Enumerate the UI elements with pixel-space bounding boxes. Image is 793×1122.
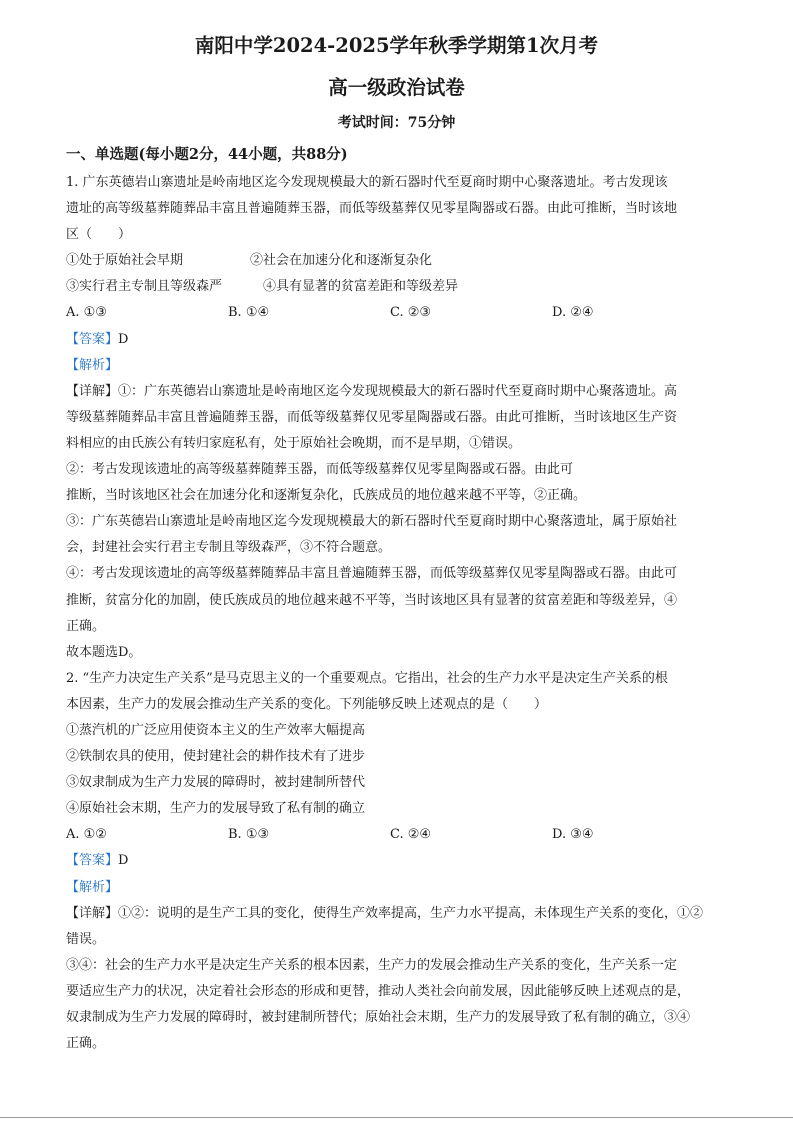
q1-analysis-label: [66, 353, 726, 379]
question-body: [66, 170, 726, 1057]
q1-statement-1: ①处于原始社会早期: [66, 253, 184, 269]
q2-statement-4: ④原始社会末期，生产力的发展导致了私有制的确立: [66, 801, 366, 817]
q1-option-c: C. ②③: [390, 305, 432, 321]
q1-option-a: A. ①③: [66, 305, 107, 321]
q2-detail-line-3: ③④：社会的生产力水平是决定生产关系的根本因素，生产力的发展会推动生产关系的变化，生产关系一定: [66, 957, 678, 973]
q1-statement-3: ③实行君主专制且等级森严: [66, 279, 223, 295]
q2-answer-value: D: [118, 853, 129, 869]
q1-detail-line-1: [66, 379, 726, 405]
page-bottom-divider: [0, 1117, 793, 1118]
q1-detail-line-10: 正确。: [66, 618, 106, 634]
section-title: 一、单选题(每小题2分，44小题，共88分): [66, 146, 348, 163]
q2-detail-text-1: ①②：说明的是生产工具的变化，使得生产效率提高，生产力水平提高，未体现生产关系的变化，①②: [118, 905, 704, 921]
q1-statement-4: ④具有显著的贫富差距和等级差异: [263, 279, 459, 295]
q1-detail-line-9: 推断，贫富分化的加剧，使氏族成员的地位越来越不平等，当时该地区具有显著的贫富差距和等级差异，④: [66, 592, 678, 608]
q2-option-c: C. ②④: [390, 827, 432, 843]
q1-detail-line-5: 推断，当时该地区社会在加速分化和逐渐复杂化，氏族成员的地位越来越不平等，②正确。: [66, 488, 587, 504]
q2-stem-line-2: 本因素，生产力的发展会推动生产关系的变化。下列能够反映上述观点的是（ ）: [66, 696, 548, 712]
q1-detail-line-4: ②：考古发现该遗址的高等级墓葬随葬玉器，而低等级墓葬仅见零星陶器或石器。由此可: [66, 462, 574, 478]
subject-title: 高一级政治试卷: [328, 76, 465, 99]
q2-detail-line-5: 奴隶制成为生产力发展的障碍时，被封建制所替代；原始社会末期，生产力的发展导致了私有制的确立，③④: [66, 1010, 691, 1025]
q2-stem-line-1: 2. “生产力决定生产关系”是马克思主义的一个重要观点。它指出，社会的生产力水平是决定生产关系的根: [66, 670, 668, 686]
q1-statements-row-1: [66, 248, 726, 274]
q2-analysis-label-text: 【解析】: [66, 879, 119, 895]
q2-detail-line-2: 错误。: [66, 931, 106, 947]
q1-answer-value: D: [118, 331, 129, 347]
q2-statement-3: ③奴隶制成为生产力发展的障碍时，被封建制所替代: [66, 775, 366, 791]
q1-option-b: B. ①④: [228, 305, 270, 321]
q1-answer: [66, 327, 726, 353]
q1-detail-line-6: ③：广东英德岩山寨遗址是岭南地区迄今发现规模最大的新石器时代至夏商时期中心聚落遗址，属于原始社: [66, 514, 678, 530]
q2-answer-label: 【答案】: [66, 853, 119, 869]
q2-statement-1: ①蒸汽机的广泛应用使资本主义的生产效率大幅提高: [66, 722, 366, 738]
q1-detail-line-2: 等级墓葬随葬品丰富且普遍随葬玉器，而低等级墓葬仅见零星陶器或石器。由此可推断，当时该地区生产资: [66, 409, 678, 425]
q1-detail-label: 【详解】: [66, 383, 119, 399]
q1-analysis-label-text: 【解析】: [66, 357, 119, 373]
q2-detail-line-6: 正确。: [66, 1036, 106, 1052]
q2-answer: [66, 848, 726, 874]
exam-time: 考试时间：75分钟: [337, 115, 456, 131]
q2-statement-2: ②铁制农具的使用，使封建社会的耕作技术有了进步: [66, 749, 366, 765]
school-exam-title: 南阳中学2024-2025学年秋季学期第1次月考: [194, 34, 599, 57]
q1-option-d: D. ②④: [552, 305, 594, 321]
q1-statements-row-2: [66, 274, 726, 300]
q1-stem-line-3: 区（ ）: [66, 227, 132, 243]
q2-analysis-label: [66, 875, 726, 901]
q1-statement-2: ②社会在加速分化和逐渐复杂化: [250, 253, 433, 269]
q1-detail-line-8: ④：考古发现该遗址的高等级墓葬随葬品丰富且普遍随葬玉器，而低等级墓葬仅见零星陶器或石器。由此可: [66, 566, 678, 582]
q1-stem-line-2: 遗址的高等级墓葬随葬品丰富且普遍随葬玉器，而低等级墓葬仅见零星陶器或石器。由此可推断，当时该地: [66, 201, 678, 217]
q2-detail-label: 【详解】: [66, 905, 119, 921]
q2-option-b: B. ①③: [228, 827, 270, 843]
q1-detail-line-3: 料相应的由氏族公有转归家庭私有，处于原始社会晚期，而不是早期，①错误。: [66, 435, 522, 451]
q2-detail-line-4: 要适应生产力的状况，决定着社会形态的形成和更替，推动人类社会向前发展，因此能够反映上述观点的是，: [66, 983, 691, 999]
q1-answer-label: 【答案】: [66, 331, 119, 347]
q2-option-d: D. ③④: [552, 827, 594, 843]
q1-detail-text-1: ①：广东英德岩山寨遗址是岭南地区迄今发现规模最大的新石器时代至夏商时期中心聚落遗址。高: [118, 383, 678, 399]
q1-conclusion: 故本题选D。: [66, 644, 142, 660]
q1-options: [66, 300, 726, 326]
q2-options: [66, 822, 726, 848]
q1-detail-line-7: 会，封建社会实行君主专制且等级森严，③不符合题意。: [66, 540, 392, 556]
q1-stem-line-1: 1. 广东英德岩山寨遗址是岭南地区迄今发现规模最大的新石器时代至夏商时期中心聚落遗址。考古发现该: [66, 175, 668, 190]
q2-detail-line-1: [66, 901, 726, 927]
q2-option-a: A. ①②: [66, 827, 107, 843]
